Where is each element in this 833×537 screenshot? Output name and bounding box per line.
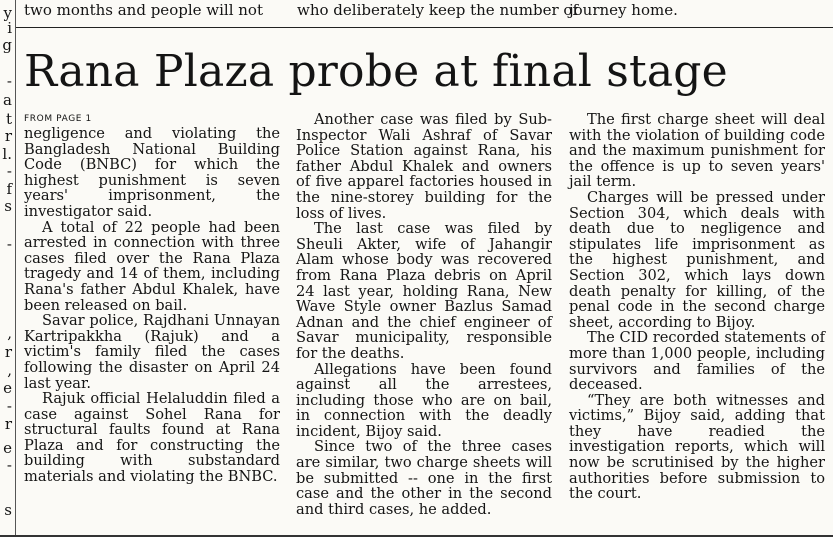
fragment: , bbox=[7, 324, 12, 342]
fragment: g bbox=[2, 36, 12, 54]
fragment: r bbox=[4, 343, 12, 361]
neighbor-column-fragments bbox=[0, 0, 14, 537]
paragraph: A total of 22 people had been arrested in connection with three cases filed over the Rana Plaza tragedy and 14 of them, including Rana's father Abdul Khalek, have been released on bail. bbox=[24, 218, 280, 314]
fragment: - bbox=[6, 397, 12, 415]
paragraph: Another case was filed by Sub-Inspector Wali Ashraf of Savar Police Station against Rana, his father Abdul Khalek and owners of five apparel factories housed in the nine-storey building for the loss of lives. bbox=[296, 111, 552, 222]
fragment: a bbox=[3, 91, 12, 109]
continuation-kicker: FROM PAGE 1 bbox=[24, 114, 92, 124]
previous-story-line: journey home. bbox=[569, 1, 678, 19]
article-column-2 bbox=[296, 112, 552, 517]
fragment: f bbox=[6, 180, 12, 198]
paragraph: Since two of the three cases are similar, two charge sheets will be submitted -- one in the first case and the other in the second and third cases, he added. bbox=[296, 438, 552, 518]
fragment: r bbox=[4, 127, 12, 145]
fragment: l. bbox=[2, 145, 12, 163]
paragraph: Rajuk official Helaluddin filed a case against Sohel Rana for structural faults found at Rana Plaza and for constructing the building with substandard materials and violating the BNBC. bbox=[24, 390, 280, 486]
previous-story-line: who deliberately keep the number of bbox=[297, 1, 579, 19]
paragraph: Allegations have been found against all the arrestees, including those who are on bail, in connection with the deadly incident, Bijoy said. bbox=[296, 360, 552, 440]
article-column-3 bbox=[569, 112, 825, 502]
previous-story-strip bbox=[0, 0, 833, 22]
fragment: - bbox=[6, 162, 12, 180]
previous-story-line: two months and people will not bbox=[24, 1, 263, 19]
paragraph: The first charge sheet will deal with the violation of building code and the maximum punishment for the offence is up to seven years' jail term. bbox=[569, 111, 825, 191]
headline: Rana Plaza probe at final stage bbox=[24, 46, 728, 97]
fragment: e bbox=[3, 379, 12, 397]
fragment: , bbox=[7, 361, 12, 379]
fragment: s bbox=[4, 197, 12, 215]
fragment: t bbox=[5, 110, 12, 128]
paragraph: The CID recorded statements of more than 1,000 people, including survivors and families of the deceased. bbox=[569, 329, 825, 394]
fragment: s bbox=[4, 501, 12, 519]
section-divider bbox=[16, 27, 833, 28]
fragment: - bbox=[6, 235, 12, 253]
paragraph: The last case was filed by Sheuli Akter, wife of Jahangir Alam whose body was recovered from Rana Plaza debris on April 24 last year, holding Rana, New Wave Style owner Bazlus Samad Adnan and the chief engineer of Savar municipality, responsible for the deaths. bbox=[296, 220, 552, 362]
fragment: - bbox=[6, 456, 12, 474]
paragraph: “They are both witnesses and victims,” Bijoy said, adding that they have readied the investigation reports, which will now be scrutinised by the higher authorities before submission to the court. bbox=[569, 391, 825, 503]
paragraph: Savar police, Rajdhani Unnayan Kartripakkha (Rajuk) and a victim's family filed the cases following the disaster on April 24 last year. bbox=[24, 312, 280, 392]
fragment: e bbox=[3, 439, 12, 457]
fragment: r bbox=[4, 415, 12, 433]
fragment: - bbox=[6, 72, 12, 90]
fragment: i bbox=[7, 19, 12, 37]
paragraph: negligence and violating the Bangladesh National Building Code (BNBC) for which the highest punishment is seven years' imprisonment, the investigator said. bbox=[24, 125, 280, 220]
fragment: y bbox=[3, 4, 12, 22]
paragraph: Charges will be pressed under Section 304, which deals with death due to negligence and stipulates life imprisonment as the highest punishment, and Section 302, which lays down death penalty for killing, of the penal code in the second charge sheet, according to Bijoy. bbox=[569, 188, 825, 331]
column-rule bbox=[15, 0, 16, 537]
article-column-1 bbox=[24, 113, 280, 485]
